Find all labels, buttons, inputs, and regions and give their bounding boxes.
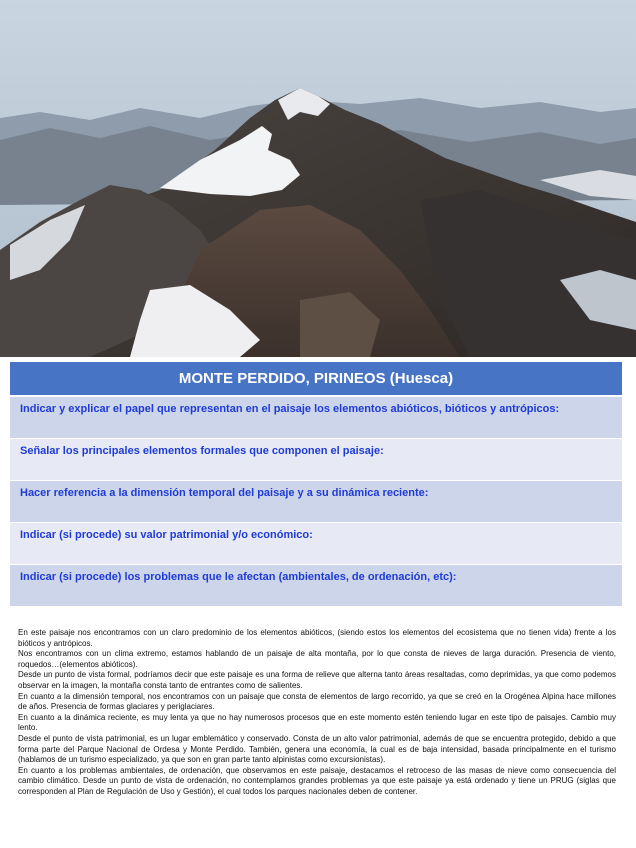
question-dimension-temporal: Hacer referencia a la dimensión temporal del paisaje y a su dinámica reciente: [10, 481, 622, 523]
question-valor-patrimonial: Indicar (si procede) su valor patrimonial y/o económico: [10, 523, 622, 565]
answer-paragraph: Desde un punto de vista formal, podríamos decir que este paisaje es una forma de relieve que alterna tanto áreas resaltadas, como deprimidas, ya que como podemos observar en la imagen, la montaña consta tanto de entrantes como de salientes. [18, 670, 616, 690]
answer-paragraph: En cuanto a la dimensión temporal, nos encontramos con un paisaje que consta de elementos de largo recorrido, ya que se creó en la Orogénea Alpina hace millones de años. Presencia de formas glaciares y periglaciares. [18, 691, 616, 712]
answer-paragraph: En cuanto a la dinámica reciente, es muy lenta ya que no hay numerosos procesos que en este momento estén teniendo lugar en este tipo de paisajes. Cambio muy lento. [18, 712, 616, 733]
mountain-illustration [0, 0, 636, 357]
worksheet-table [10, 362, 622, 607]
question-abioticos-bioticos: Indicar y explicar el papel que representan en el paisaje los elementos abióticos, bióticos y antrópicos: [10, 397, 622, 439]
answer-paragraph: Nos encontramos con un clima extremo, estamos hablando de un paisaje de alta montaña, por lo que consta de nieves de larga duración. Presencia de viento, roquedos…(elementos abióticos). [18, 649, 616, 669]
answer-paragraph: En cuanto a los problemas ambientales, de ordenación, que observamos en este paisaje, destacamos el retroceso de las masas de nieve como consecuencia del cambio climático. Desde un punto de vista de ordenación, no contemplamos grandes problemas ya que este paisaje ya está ordenado y tiene un PRUG (siglas que corresponden al Plan de Regulación de Uso y Gestión), el cual todos los parques nacionales deben de contener. [18, 765, 616, 796]
answer-paragraph: En este paisaje nos encontramos con un claro predominio de los elementos abióticos, (siendo estos los elementos del ecosistema que no tienen vida) frente a los bióticos y antrópicos. [18, 628, 616, 648]
mountain-landscape-photo [0, 0, 636, 357]
question-elementos-formales: Señalar los principales elementos formales que componen el paisaje: [10, 439, 622, 481]
answer-paragraph: Desde el punto de vista patrimonial, es un lugar emblemático y conservado. Consta de un alto valor patrimonial, además de que se encuentra protegido, debido a que forma parte del Parque Nacional de Ordesa y Monte Perdido. También, genera una economía, la cual es de baja intensidad, basada principalmente en el turismo (hablamos de un turismo especializado, ya que son en gran parte tanto alpinistas como excursionistas). [18, 733, 616, 765]
answer-text [18, 628, 616, 798]
worksheet-title: MONTE PERDIDO, PIRINEOS (Huesca) [10, 362, 622, 397]
question-problemas: Indicar (si procede) los problemas que le afectan (ambientales, de ordenación, etc): [10, 565, 622, 607]
